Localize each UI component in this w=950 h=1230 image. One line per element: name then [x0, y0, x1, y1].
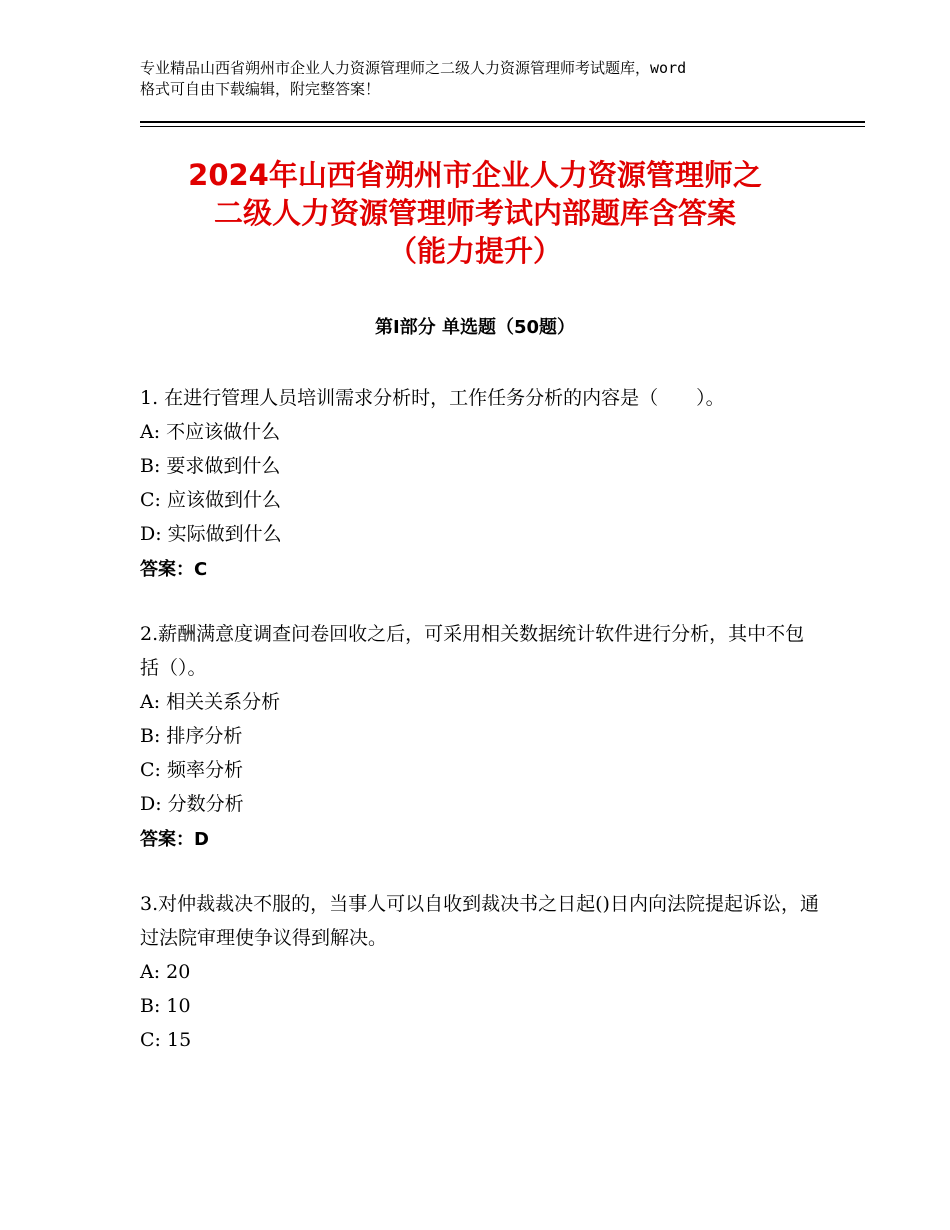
- option-a: A: 相关关系分析: [140, 691, 281, 713]
- header-divider-thick: [140, 121, 865, 123]
- option-a: A: 20: [140, 961, 191, 983]
- option-c: C: 应该做到什么: [140, 489, 281, 511]
- document-title: [100, 156, 850, 270]
- header-note-line-2: 格式可自由下载编辑，附完整答案！: [140, 80, 381, 98]
- option-c: C: 频率分析: [140, 759, 243, 781]
- title-line-2: 二级人力资源管理师考试内部题库含答案: [213, 196, 736, 230]
- question-1: [140, 381, 820, 587]
- answer: 答案：D: [140, 829, 209, 850]
- question-text: 1. 在进行管理人员培训需求分析时，工作任务分析的内容是（ ）。: [140, 387, 725, 409]
- section-heading: 第Ⅰ部分 单选题（50题）: [374, 317, 575, 338]
- answer: 答案：C: [140, 559, 208, 580]
- header-note: [140, 58, 840, 100]
- header-note-line-1: 专业精品山西省朔州市企业人力资源管理师之二级人力资源管理师考试题库，word: [140, 59, 687, 77]
- question-2: [140, 617, 820, 857]
- header-divider-thin: [140, 126, 865, 127]
- question-3: [140, 887, 820, 1057]
- question-text: 2.薪酬满意度调查问卷回收之后，可采用相关数据统计软件进行分析，其中不包括（）。: [140, 623, 805, 679]
- option-a: A: 不应该做什么: [140, 421, 281, 443]
- option-d: D: 实际做到什么: [140, 523, 282, 545]
- option-b: B: 10: [140, 995, 191, 1017]
- option-c: C: 15: [140, 1029, 192, 1051]
- option-d: D: 分数分析: [140, 793, 244, 815]
- option-b: B: 要求做到什么: [140, 455, 281, 477]
- option-b: B: 排序分析: [140, 725, 243, 747]
- question-text: 3.对仲裁裁决不服的，当事人可以自收到裁决书之日起()日内向法院提起诉讼，通过法院审理使争议得到解决。: [140, 893, 819, 949]
- title-line-3: （能力提升）: [387, 234, 562, 268]
- title-line-1: 2024年山西省朔州市企业人力资源管理师之: [188, 158, 762, 192]
- question-list: [140, 381, 820, 1087]
